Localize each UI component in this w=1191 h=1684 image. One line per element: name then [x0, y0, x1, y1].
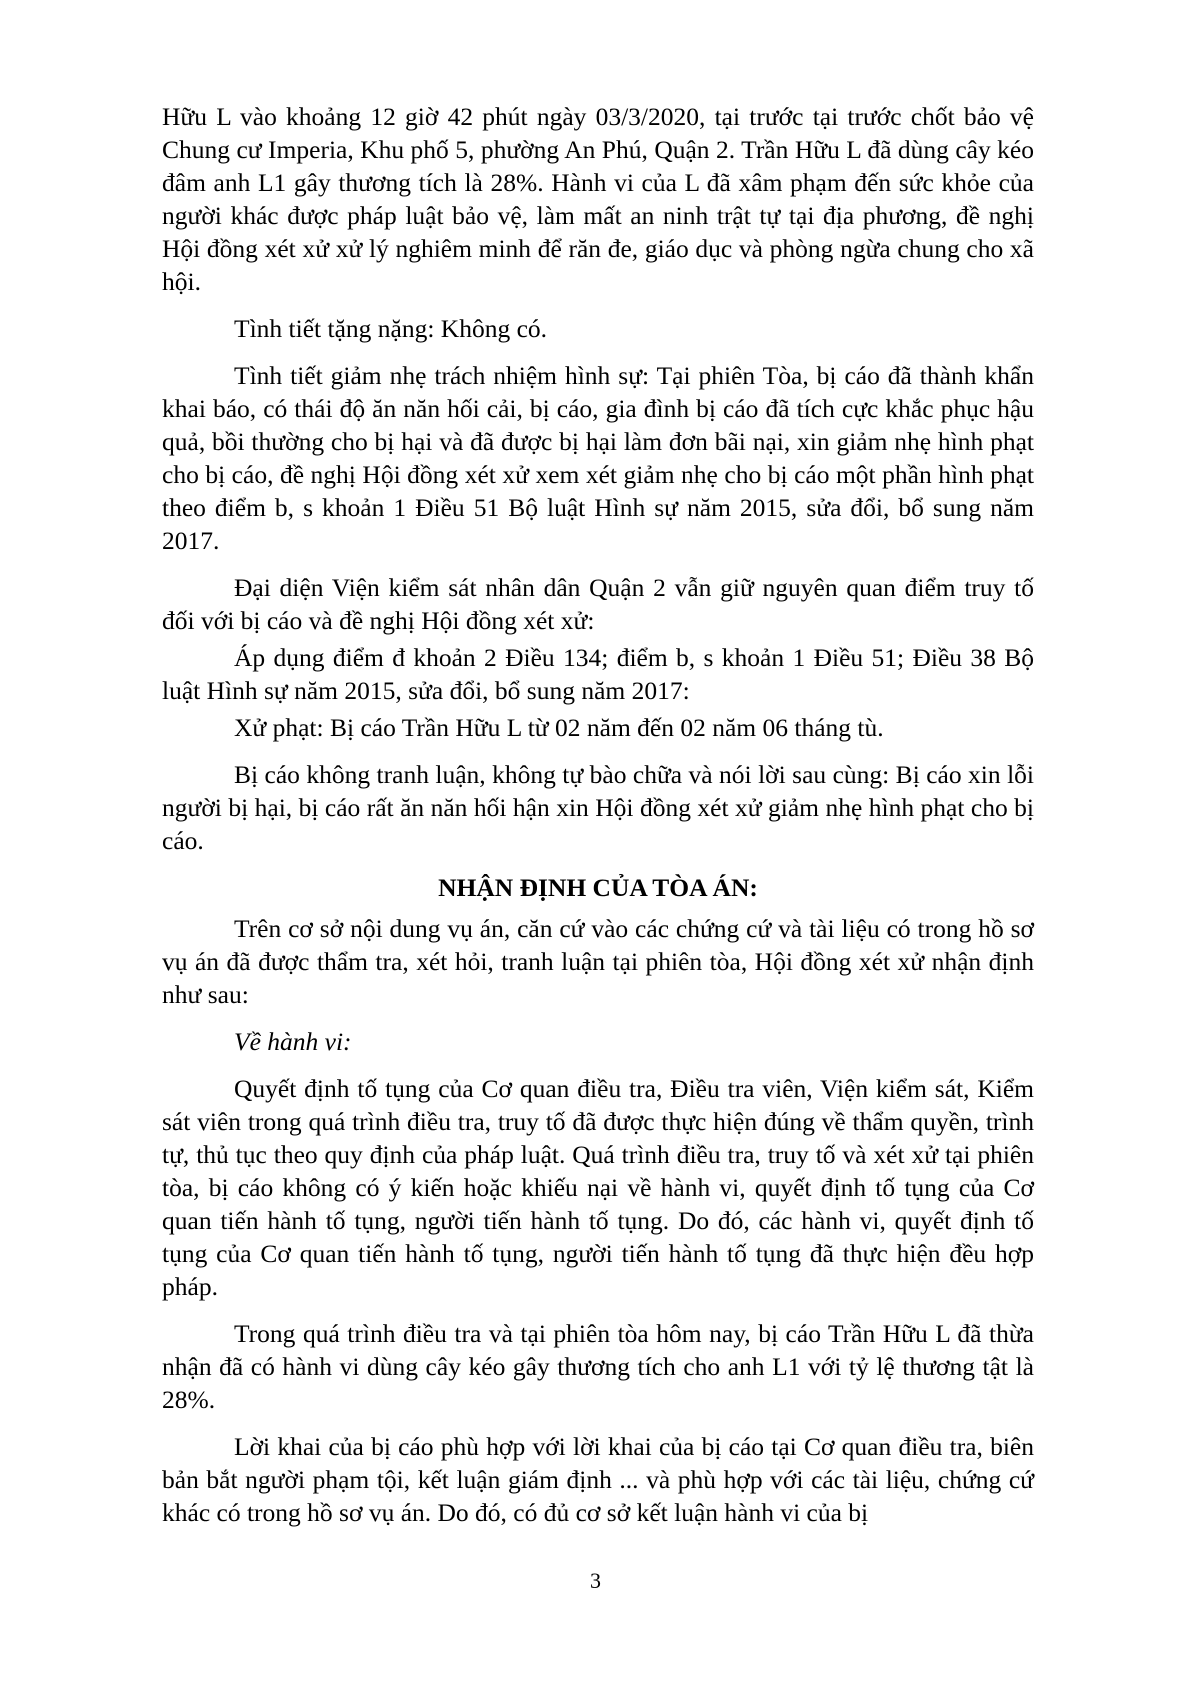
paragraph-applicable-law: Áp dụng điểm đ khoản 2 Điều 134; điểm b, s khoản 1 Điều 51; Điều 38 Bộ luật Hình sự năm 2015, sửa đổi, bổ sung năm 2017: [162, 643, 1034, 705]
paragraph-prosecutor-summary: Hữu L vào khoảng 12 giờ 42 phút ngày 03/3/2020, tại trước tại trước chốt bảo vệ Chung cư Imperia, Khu phố 5, phường An Phú, Quận 2. Trần Hữu L đã dùng cây kéo đâm anh L1 gây thương tích là 28%. Hành vi của L đã xâm phạm đến sức khỏe của người khác được pháp luật bảo vệ, làm mất an ninh trật tự tại địa phương, đề nghị Hội đồng xét xử xử lý nghiêm minh để răn đe, giáo dục và phòng ngừa chung cho xã hội. [162, 102, 1034, 296]
paragraph-mitigating-circumstances: Tình tiết giảm nhẹ trách nhiệm hình sự: Tại phiên Tòa, bị cáo đã thành khẩn khai báo, có thái độ ăn năn hối cải, bị cáo, gia đình bị cáo đã tích cực khắc phục hậu quả, bồi thường cho bị hại và đã được bị hại làm đơn bãi nại, xin giảm nhẹ hình phạt cho bị cáo, đề nghị Hội đồng xét xử xem xét giảm nhẹ cho bị cáo một phần hình phạt theo điểm b, s khoản 1 Điều 51 Bộ luật Hình sự năm 2015, sửa đổi, bổ sung năm 2017. [162, 361, 1034, 555]
paragraph-sentence-proposal: Xử phạt: Bị cáo Trần Hữu L từ 02 năm đến 02 năm 06 tháng tù. [234, 713, 884, 742]
paragraph-defendant-admission: Trong quá trình điều tra và tại phiên tòa hôm nay, bị cáo Trần Hữu L đã thừa nhận đã có hành vi dùng cây kéo gây thương tích cho anh L1 với tỷ lệ thương tật là 28%. [162, 1319, 1034, 1414]
paragraph-evidence-consistency: Lời khai của bị cáo phù hợp với lời khai của bị cáo tại Cơ quan điều tra, biên bản bắt người phạm tội, kết luận giám định ... và phù hợp với các tài liệu, chứng cứ khác có trong hồ sơ vụ án. Do đó, có đủ cơ sở kết luận hành vi của bị [162, 1432, 1034, 1527]
document-page [162, 100, 1034, 1543]
paragraph-procedural-legality: Quyết định tố tụng của Cơ quan điều tra, Điều tra viên, Viện kiểm sát, Kiểm sát viên trong quá trình điều tra, truy tố đã được thực hiện đúng về thẩm quyền, trình tự, thủ tục theo quy định của pháp luật. Quá trình điều tra, truy tố và xét xử tại phiên tòa, bị cáo không có ý kiến hoặc khiếu nại về hành vi, quyết định tố tụng của Cơ quan tiến hành tố tụng, người tiến hành tố tụng. Do đó, các hành vi, quyết định tố tụng của Cơ quan tiến hành tố tụng, người tiến hành tố tụng đã thực hiện đều hợp pháp. [162, 1074, 1034, 1301]
paragraph-findings-intro: Trên cơ sở nội dung vụ án, căn cứ vào các chứng cứ và tài liệu có trong hồ sơ vụ án đã được thẩm tra, xét hỏi, tranh luận tại phiên tòa, Hội đồng xét xử nhận định như sau: [162, 914, 1034, 1009]
page-number: 3 [590, 1568, 601, 1593]
subheading-about-acts: Về hành vi: [234, 1027, 352, 1056]
paragraph-aggravating-circumstances: Tình tiết tặng nặng: Không có. [234, 314, 548, 343]
paragraph-defendant-last-words: Bị cáo không tranh luận, không tự bào chữa và nói lời sau cùng: Bị cáo xin lỗi người bị hại, bị cáo rất ăn năn hối hận xin Hội đồng xét xử giảm nhẹ hình phạt cho bị cáo. [162, 760, 1034, 855]
section-heading-court-findings: NHẬN ĐỊNH CỦA TÒA ÁN: [438, 873, 758, 902]
paragraph-procuracy-position: Đại diện Viện kiểm sát nhân dân Quận 2 vẫn giữ nguyên quan điểm truy tố đối với bị cáo và đề nghị Hội đồng xét xử: [162, 573, 1034, 635]
